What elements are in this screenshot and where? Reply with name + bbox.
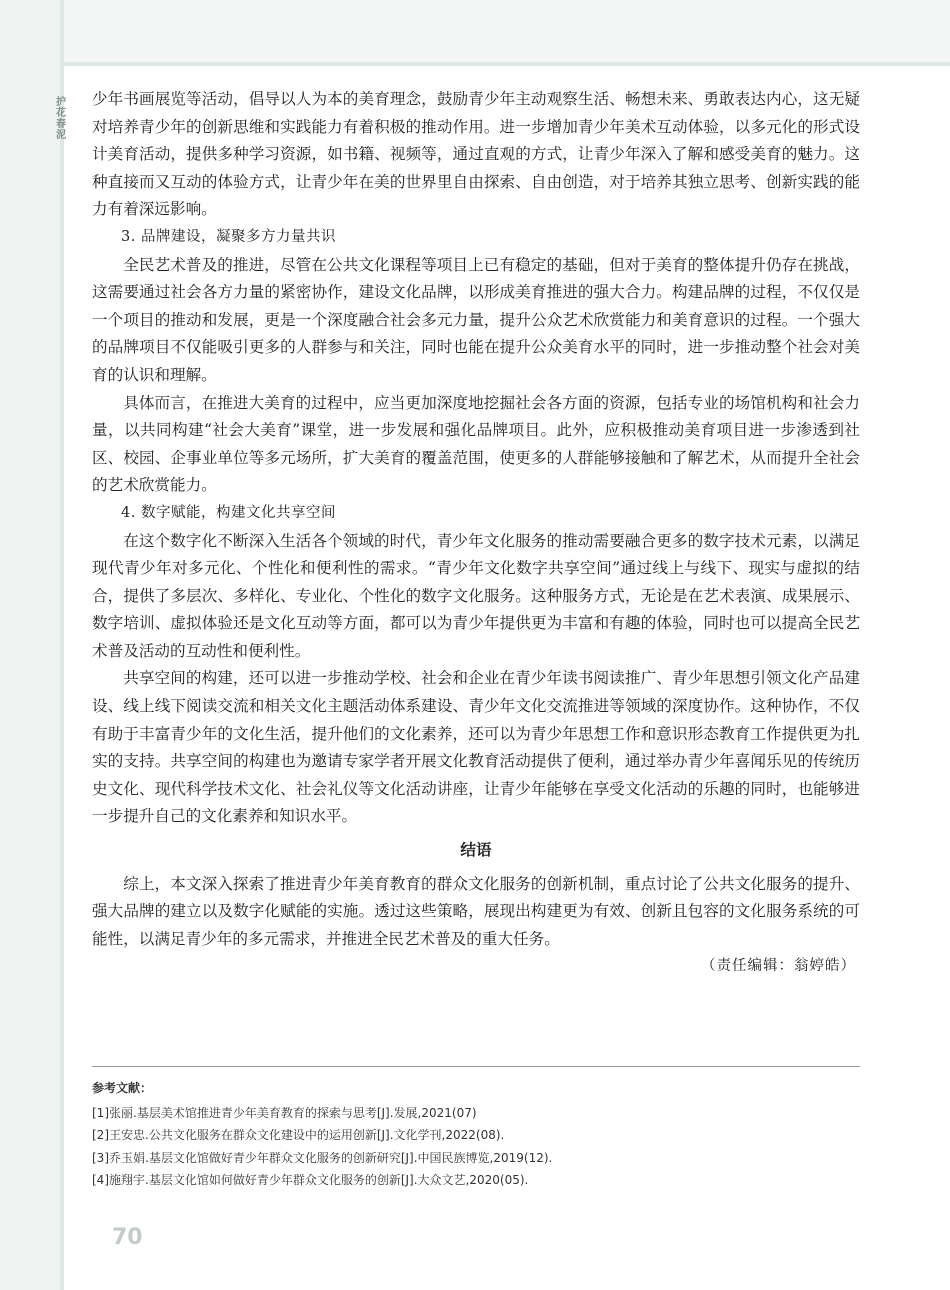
section-heading: 4. 数字赋能，构建文化共享空间 — [121, 504, 336, 521]
paragraph: 综上，本文深入探索了推进青少年美育教育的群众文化服务的创新机制，重点讨论了公共文化服务的提升、强大品牌的建立以及数字化赋能的实施。透过这些策略，展现出构建更为有效、创新且包容的文化服务系统的可能性，以满足青少年的多元需求，并推进全民艺术普及的重大任务。 — [92, 874, 860, 948]
reference-item: [3]乔玉娟.基层文化馆做好青少年群众文化服务的创新研究[J].中国民族博览,2019(12). — [92, 1150, 553, 1165]
column-label: 护花春泥 — [56, 97, 66, 141]
page-number: 70 — [112, 1225, 143, 1250]
reference-item: [2]王安忠.公共文化服务在群众文化建设中的运用创新[J].文化学刊,2022(08). — [92, 1128, 505, 1143]
reference-item: [4]施翔宇.基层文化馆如何做好青少年群众文化服务的创新[J].大众文艺,2020(05). — [92, 1173, 529, 1188]
section-heading: 3. 品牌建设，凝聚多方力量共识 — [121, 228, 336, 245]
article-body — [92, 86, 860, 981]
paragraph: 在这个数字化不断深入生活各个领域的时代，青少年文化服务的推动需要融合更多的数字技术元素，以满足现代青少年对多元化、个性化和便利性的需求。“青少年文化数字共享空间”通过线上与线下、现实与虚拟的结合，提供了多层次、多样化、专业化、个性化的数字文化服务。这种服务方式，无论是在艺术表演、成果展示、数字培训、虚拟体验还是文化互动等方面，都可以为青少年提供更为丰富和有趣的体验，同时也可以提高全民艺术普及活动的互动性和便利性。 — [92, 531, 860, 660]
editor-credit: （责任编辑：翁婷皓） — [701, 958, 856, 975]
reference-item: [1]张丽.基层美术馆推进青少年美育教育的探索与思考[J].发展,2021(07) — [92, 1105, 477, 1120]
conclusion-title: 结语 — [460, 841, 492, 860]
side-band — [0, 0, 62, 1290]
paragraph: 具体而言，在推进大美育的过程中，应当更加深度地挖掘社会各方面的资源，包括专业的场馆机构和社会力量，以共同构建“社会大美育”课堂，进一步发展和强化品牌项目。此外，应积极推动美育项目进一步渗透到社区、校园、企事业单位等多元场所，扩大美育的覆盖范围，使更多的人群能够接触和了解艺术，从而提升全社会的艺术欣赏能力。 — [92, 393, 860, 495]
paragraph: 共享空间的构建，还可以进一步推动学校、社会和企业在青少年读书阅读推广、青少年思想引领文化产品建设、线上线下阅读交流和相关文化主题活动体系建设、青少年文化交流推进等领域的深度协作。这种协作，不仅有助于丰富青少年的文化生活，提升他们的文化素养，还可以为青少年思想工作和意识形态教育工作提供更为扎实的支持。共享空间的构建也为邀请专家学者开展文化教育活动提供了便利，通过举办青少年喜闻乐见的传统历史文化、现代科学技术文化、社会礼仪等文化活动讲座，让青少年能够在享受文化活动的乐趣的同时，也能够进一步提升自己的文化素养和知识水平。 — [92, 669, 860, 826]
references-divider — [92, 1066, 860, 1067]
header-band — [0, 0, 950, 62]
references — [92, 1077, 860, 1192]
side-rule — [60, 0, 64, 1290]
paragraph: 全民艺术普及的推进，尽管在公共文化课程等项目上已有稳定的基础，但对于美育的整体提升仍存在挑战，这需要通过社会各方力量的紧密协作，建设文化品牌，以形成美育推进的强大合力。构建品牌的过程，不仅仅是一个项目的推动和发展，更是一个深度融合社会多元力量，提升公众艺术欣赏能力和美育意识的过程。一个强大的品牌项目不仅能吸引更多的人群参与和关注，同时也能在提升公众美育水平的同时，进一步推动整个社会对美育的认识和理解。 — [92, 255, 860, 384]
paragraph: 少年书画展览等活动，倡导以人为本的美育理念，鼓励青少年主动观察生活、畅想未来、勇敢表达内心，这无疑对培养青少年的创新思维和实践能力有着积极的推动作用。进一步增加青少年美术互动体验，以多元化的形式设计美育活动，提供多种学习资源，如书籍、视频等，通过直观的方式，让青少年深入了解和感受美育的魅力。这种直接而又互动的体验方式，让青少年在美的世界里自由探索、自由创造，对于培养其独立思考、创新实践的能力有着深远影响。 — [92, 90, 860, 219]
header-rule — [62, 62, 950, 66]
references-title: 参考文献： — [92, 1081, 153, 1095]
